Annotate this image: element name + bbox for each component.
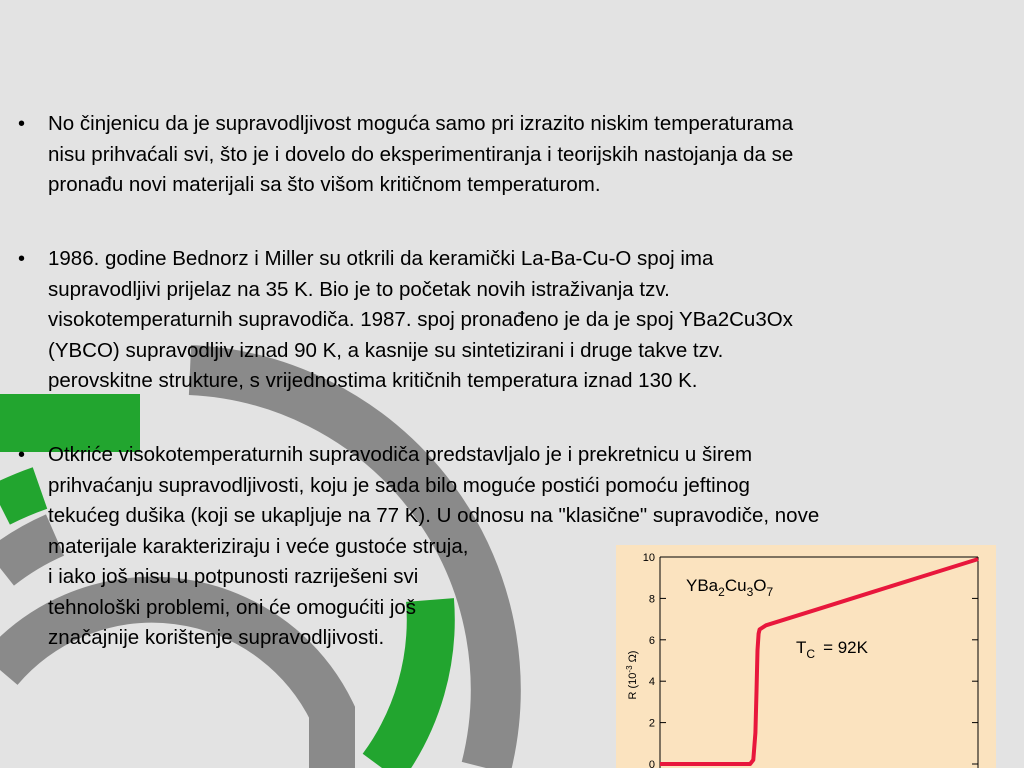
text-line: tekućeg dušika (koji se ukapljuje na 77 K). U odnosu na "klasične" supravodiče, nove: [48, 504, 820, 527]
text-line: pronađu novi materijali sa što višom kritičnom temperaturom.: [48, 173, 601, 196]
y-axis-label: R ($10^{-3}$ Ω): [625, 650, 639, 700]
chart-svg: [616, 545, 996, 768]
text-line: (YBCO) supravodljiv iznad 90 K, a kasnije su sintetizirani i druge takve tzv.: [48, 338, 724, 362]
y-tick-label: 2: [648, 717, 655, 730]
y-tick-label: 4: [648, 676, 655, 689]
text-line: značajnije korištenje supravodljivosti.: [48, 626, 385, 649]
y-tick-label: 0: [648, 759, 655, 768]
bullet-paragraph-2: [48, 244, 793, 397]
bullet-paragraph-1: [48, 109, 793, 201]
tc-label: $T_C = 92K$: [796, 638, 868, 661]
text-line: No činjenicu da je supravodljivost moguća samo pri izrazito niskim temperaturama: [48, 112, 794, 135]
y-tick-label: 10: [642, 552, 655, 564]
text-line: 1986. godine Bednorz i Miller su otkrili da keramički La-Ba-Cu-O spoj ima: [48, 247, 714, 270]
text-line: perovskitne strukture, s vrijednostima kritičnih temperatura iznad 130 K.: [48, 369, 698, 392]
bullet-marker: •: [18, 113, 26, 135]
bullet-marker: •: [18, 248, 26, 270]
text-line: Otkriće visokotemperaturnih supravodiča predstavljalo je i prekretnicu u širem: [48, 443, 753, 466]
text-line: i iako još nisu u potpunosti razriješeni svi: [48, 565, 419, 588]
y-tick-label: 6: [648, 634, 655, 647]
text-line: tehnološki problemi, oni će omogućiti još: [48, 595, 417, 619]
y-tick-label: 8: [648, 593, 655, 606]
text-line: supravodljivi prijelaz na 35 K. Bio je to početak novih istraživanja tzv.: [48, 277, 670, 301]
compound-label: $YBa_2Cu_3O_7$: [686, 576, 774, 599]
text-line: nisu prihvaćali svi, što je i dovelo do eksperimentiranja i teorijskih nastojanja da se: [48, 142, 794, 166]
resistance-chart: [616, 545, 996, 768]
bullet-marker: •: [18, 444, 26, 466]
text-line: prihvaćanju supravodljivosti, koju je sada bilo moguće postići pomoću jeftinog: [48, 473, 750, 497]
text-line: materijale karakteriziraju i veće gustoće struja,: [48, 534, 469, 558]
text-line: visokotemperaturnih supravodiča. 1987. spoj pronađeno je da je spoj YBa2Cu3Ox: [48, 308, 793, 331]
